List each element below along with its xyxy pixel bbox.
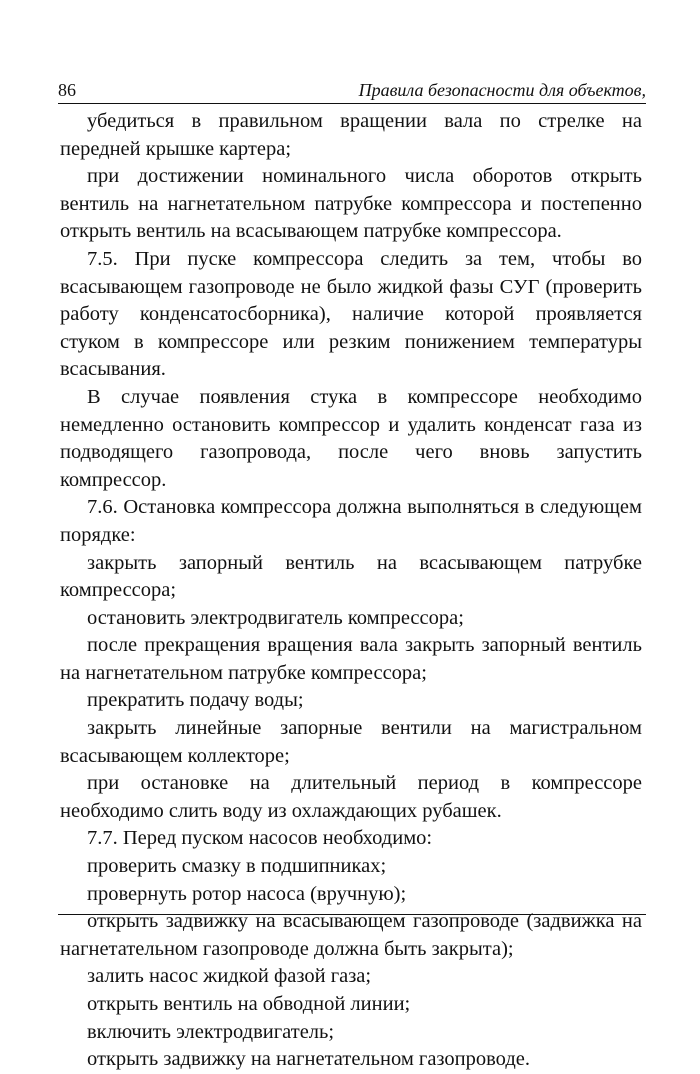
paragraph: включить электродвигатель;	[87, 1020, 335, 1043]
paragraph: открыть задвижку на нагнетательном газопроводе.	[87, 1048, 530, 1071]
body-text	[60, 108, 642, 1074]
paragraph: открыть вентиль на обводной линии;	[87, 993, 411, 1015]
page-number: 86	[58, 80, 76, 100]
paragraph: провернуть ротор насоса (вручную);	[87, 882, 407, 905]
paragraph: 7.7. Перед пуском насосов необходимо:	[87, 827, 433, 850]
paragraph: остановить электродвигатель компрессора;	[87, 606, 464, 629]
paragraph: при достижении номинального числа оборотов открыть вентиль на нагнетательном патрубке компрессора и постепенно открыть вентиль на всасывающем патрубке компрессора.	[60, 165, 642, 243]
page-header	[58, 80, 646, 104]
paragraph: после прекращения вращения вала закрыть запорный вентиль на нагнетательном патрубке компрессора;	[60, 634, 642, 684]
paragraph: закрыть линейные запорные вентили на магистральном всасывающем коллекторе;	[60, 717, 642, 767]
paragraph: прекратить подачу воды;	[87, 689, 304, 712]
paragraph: при остановке на длительный период в компрессоре необходимо слить воду из охлаждающих рубашек.	[60, 772, 642, 822]
paragraph: закрыть запорный вентиль на всасывающем патрубке компрессора;	[60, 551, 642, 602]
paragraph: 7.5. При пуске компрессора следить за тем, чтобы во всасывающем газопроводе не было жидкой фазы СУГ (проверить работу конденсатосборника), наличие которой проявляется стуком в компрессоре или резким понижением температуры всасывания.	[60, 247, 642, 381]
paragraph: залить насос жидкой фазой газа;	[87, 965, 372, 988]
footer-rule	[58, 914, 646, 915]
paragraph: В случае появления стука в компрессоре необходимо немедленно остановить компрессор и удалить конденсат газа из подводящего газопровода, после чего вновь запустить компрессор.	[60, 385, 642, 491]
paragraph: 7.6. Остановка компрессора должна выполняться в следующем порядке:	[60, 496, 642, 546]
header-rule	[58, 103, 646, 104]
paragraph: проверить смазку в подшипниках;	[87, 855, 387, 878]
paragraph: убедиться в правильном вращении вала по стрелке на передней крышке картера;	[60, 110, 642, 160]
running-title: Правила безопасности для объектов,	[358, 80, 646, 100]
paragraph: открыть задвижку на всасывающем газопроводе (задвижка на нагнетательном газопроводе должна быть закрыта);	[60, 910, 642, 960]
